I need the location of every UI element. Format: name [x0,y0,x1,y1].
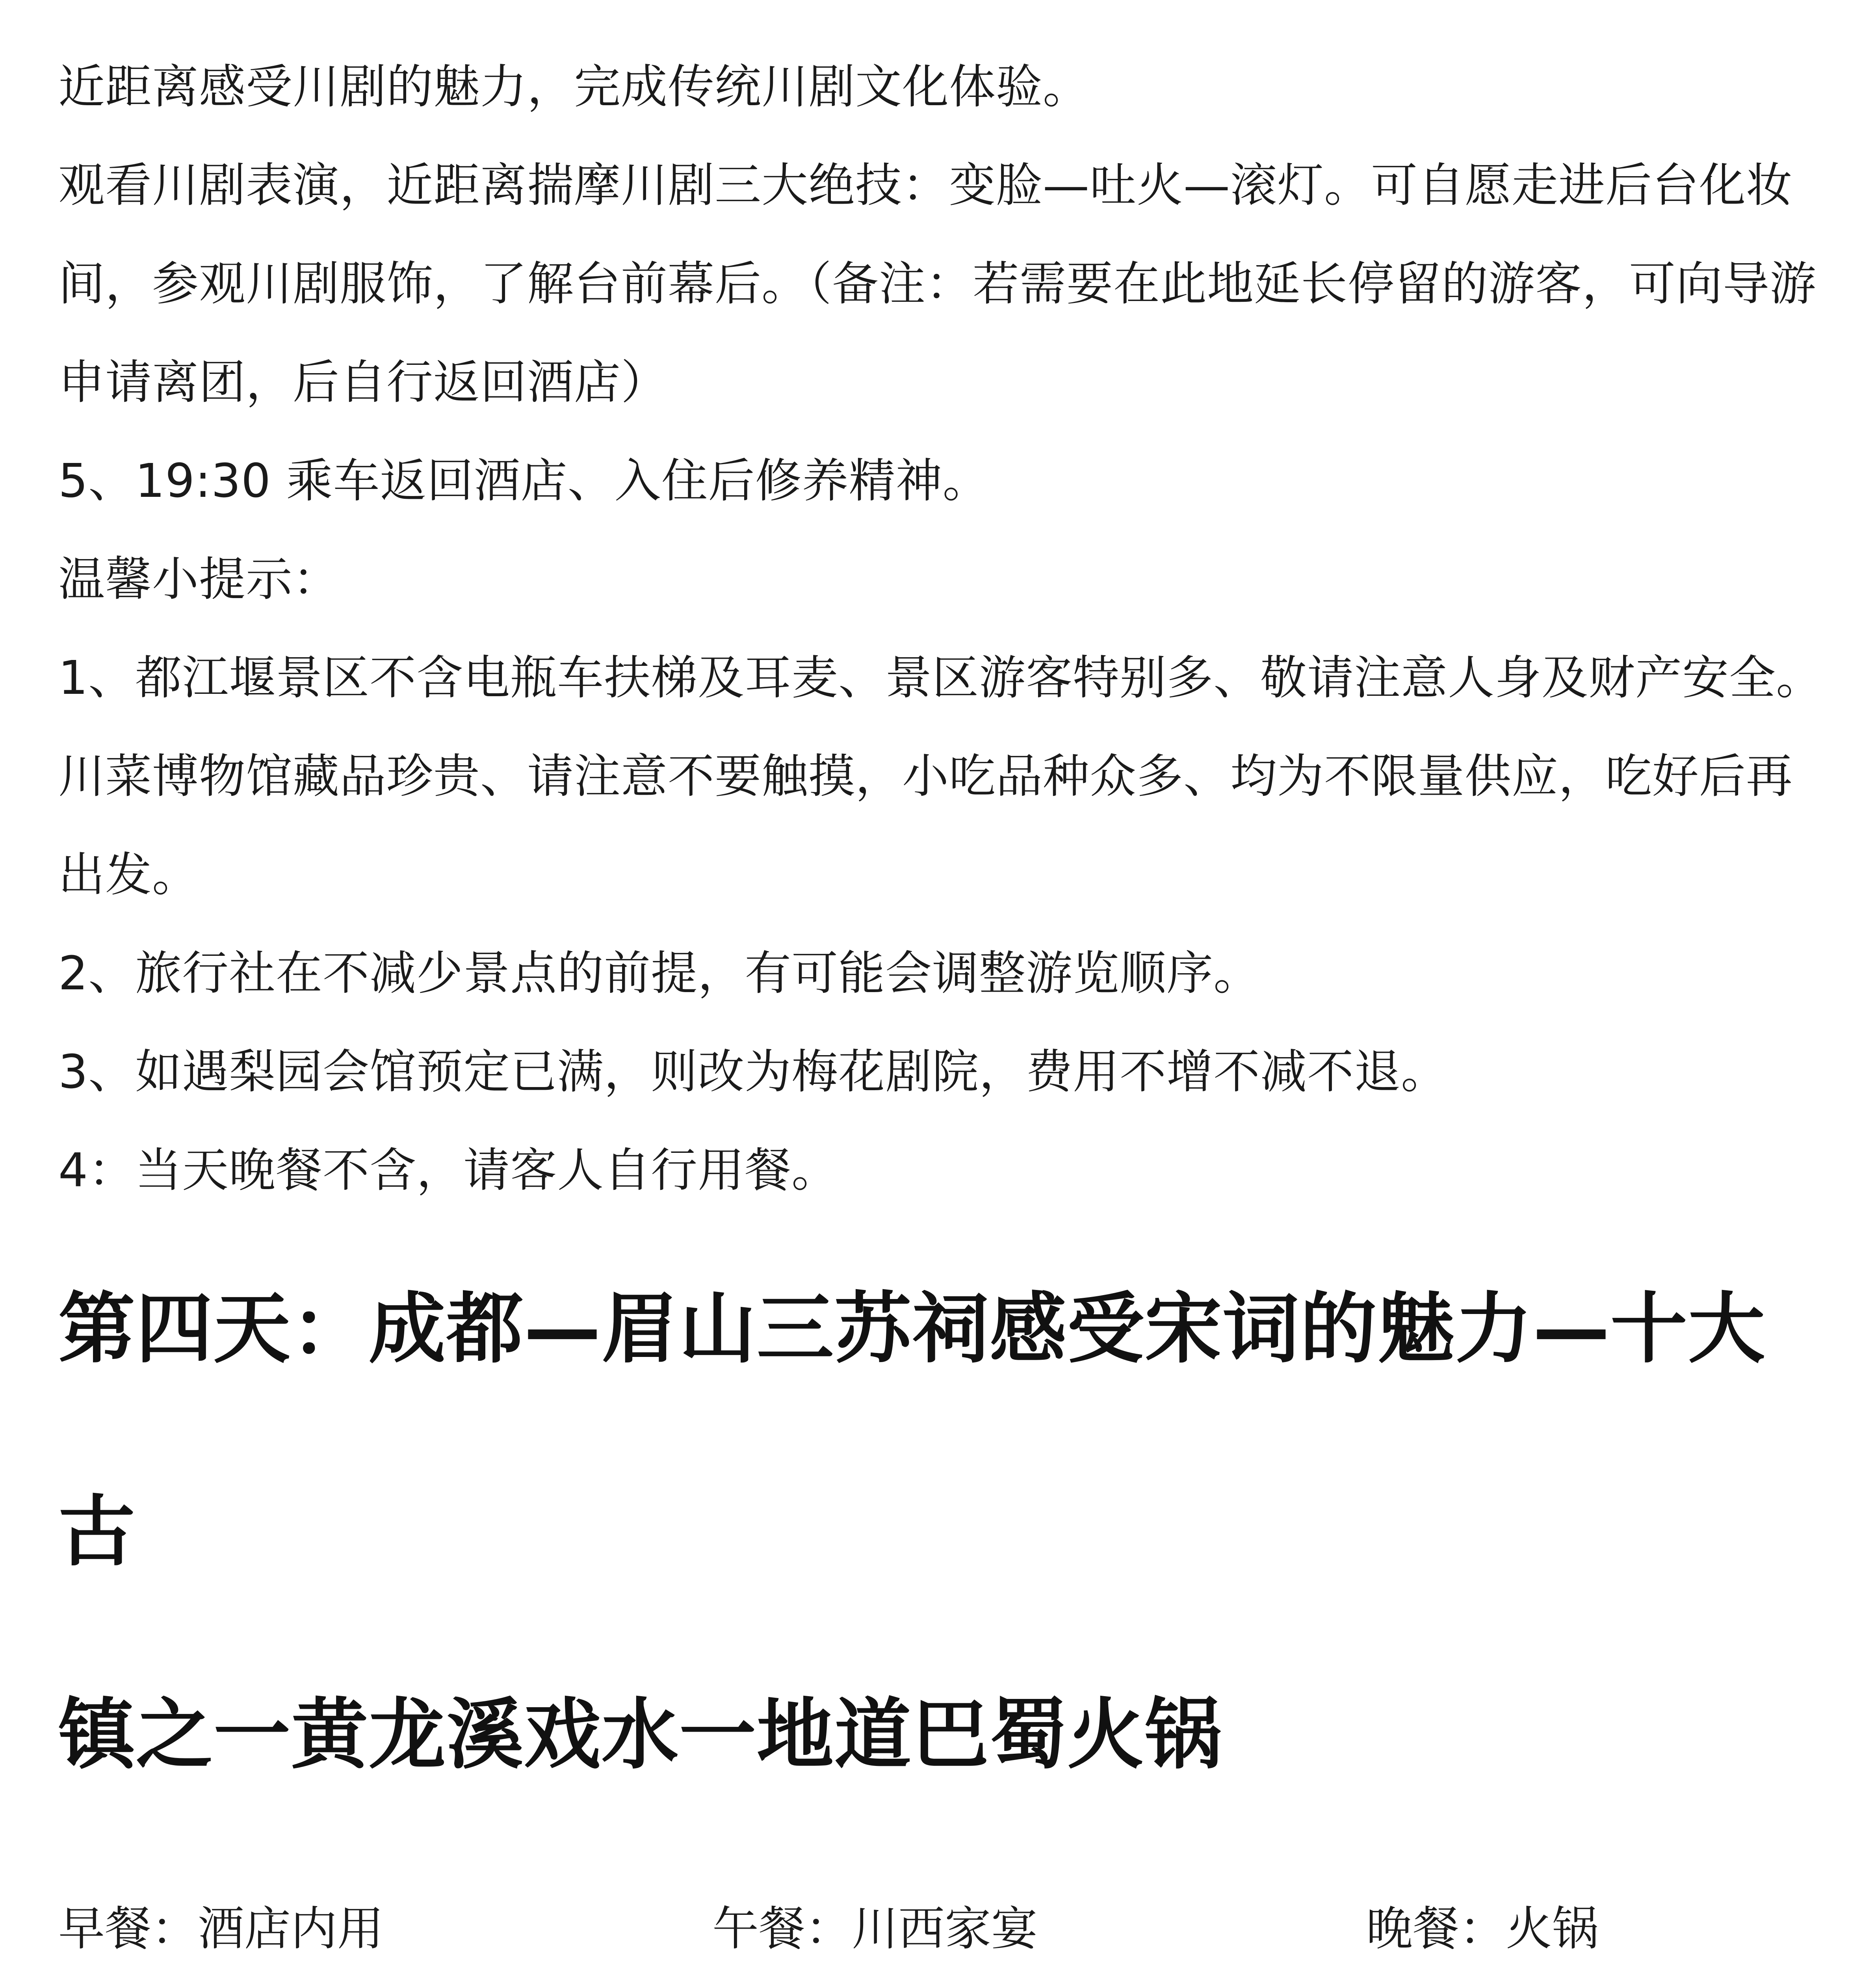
tip-item-2: 2、旅行社在不减少景点的前提，有可能会调整游览顺序。 [58,946,1261,1000]
tip-item-1: 1、都江堰景区不含电瓶车扶梯及耳麦、景区游客特别多、敬请注意人身及财产安全。川菜博物馆藏品珍贵、请注意不要触摸，小吃品种众多、均为不限量供应，吃好后再出发。 [58,650,1823,902]
intro-line: 近距离感受川剧的魅力，完成传统川剧文化体验。 [58,59,1090,114]
tip-item-3: 3、如遇梨园会馆预定已满，则改为梅花剧院，费用不增不减不退。 [58,1044,1448,1099]
intro-paragraph: 观看川剧表演，近距离揣摩川剧三大绝技：变脸—吐火—滚灯。可自愿走进后台化妆间，参观川剧服饰，了解台前幕后。（备注：若需要在此地延长停留的游客，可向导游申请离团，后自行返回酒店） [58,158,1817,409]
intro-return-line: 5、19:30 乘车返回酒店、入住后修养精神。 [58,453,990,508]
tip-item-4: 4：当天晚餐不含，请客人自行用餐。 [58,1143,839,1197]
document-page [58,37,1831,1970]
breakfast-label: 早餐：酒店内用 [58,1901,384,1956]
day4-title-line2: 镇之一黄龙溪戏水一地道巴蜀火锅 [58,1690,1222,1779]
day4-title-line1: 第四天：成都—眉山三苏祠感受宋词的魅力—十大古 [58,1284,1766,1576]
lunch-label: 午餐：川西家宴 [712,1901,1038,1956]
dinner-label: 晚餐：火锅 [1366,1901,1599,1956]
tips-title: 温馨小提示： [58,552,340,606]
meals-row [58,1873,1831,1970]
